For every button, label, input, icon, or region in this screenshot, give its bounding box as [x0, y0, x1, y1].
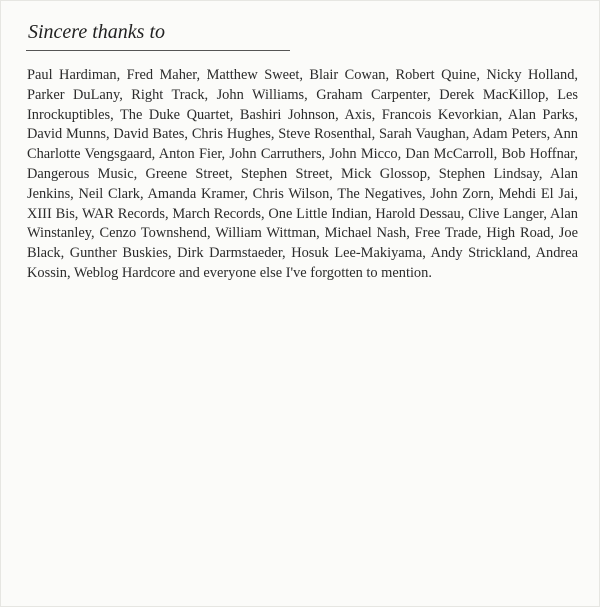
- heading-divider: [26, 50, 290, 51]
- thanks-list: Paul Hardiman, Fred Maher, Matthew Sweet, Blair Cowan, Robert Quine, Nicky Holland, Parker DuLany, Right Track, John Williams, Graham Carpenter, Derek MacKillop, Les Inrockuptibles, The Duke Quartet, Bashiri Johnson, Axis, Francois Kevorkian, Alan Parks, David Munns, David Bates, Chris Hughes, Steve Rosenthal, Sarah Vaughan, Adam Peters, Ann Charlotte Vengsgaard, Anton Fier, John Carruthers, John Micco, Dan McCarroll, Bob Hoffnar, Dangerous Music, Greene Street, Stephen Street, Mick Glossop, Stephen Lindsay, Alan Jenkins, Neil Clark, Amanda Kramer, Chris Wilson, The Negatives, John Zorn, Mehdi El Jai, XIII Bis, WAR Records, March Records, One Little Indian, Harold Dessau, Clive Langer, Alan Winstanley, Cenzo Townshend, William Wittman, Michael Nash, Free Trade, High Road, Joe Black, Gunther Buskies, Dirk Darmstaeder, Hosuk Lee-Makiyama, Andy Strickland, Andrea Kossin, Weblog Hardcore and everyone else I've forgotten to mention.: [27, 67, 578, 281]
- thanks-heading: Sincere thanks to: [28, 21, 166, 43]
